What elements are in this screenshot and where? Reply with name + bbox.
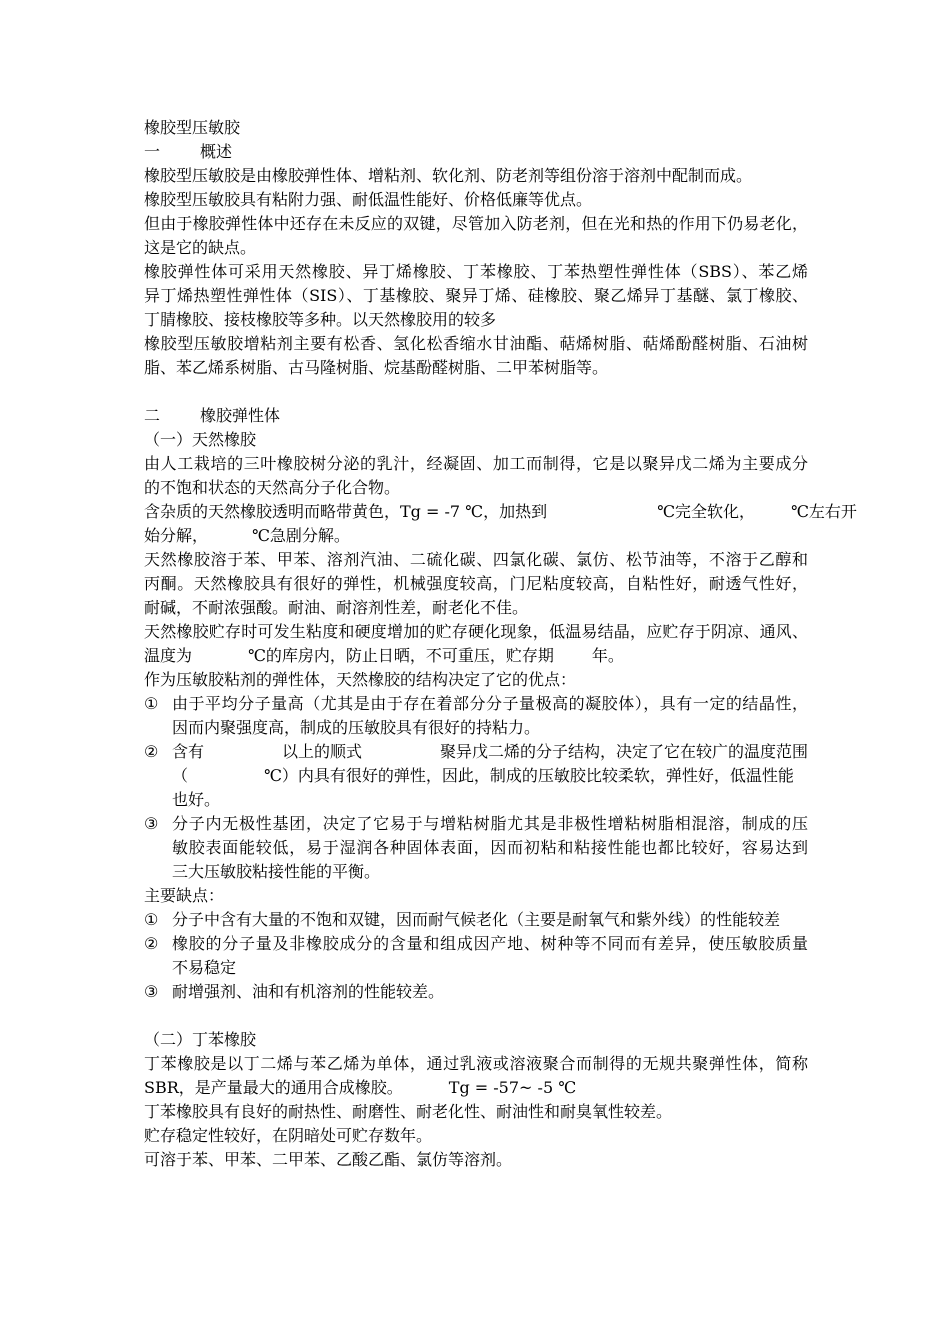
section-2-heading	[144, 404, 808, 428]
section-number: 一	[144, 142, 161, 161]
list-line: 分子内无极性基团，决定了它易于与增粘树脂尤其是非极性增粘树脂相混溶，制成的压	[172, 814, 808, 833]
paragraph-line: 橡胶弹性体可采用天然橡胶、异丁烯橡胶、丁苯橡胶、丁苯热塑性弹性体（SBS）、苯乙烯	[144, 262, 808, 281]
paragraph-line: 脂、苯乙烯系树脂、古马隆树脂、烷基酚醛树脂、二甲苯树脂等。	[144, 358, 609, 377]
text-run: ℃）内具有很好的弹性，因此，制成的压敏胶比较柔软，弹性好，低温性能	[264, 766, 794, 785]
paragraph: 丁苯橡胶具有良好的耐热性、耐磨性、耐老化性、耐油性和耐臭氧性较差。	[144, 1102, 673, 1121]
paragraph-line: 这是它的缺点。	[144, 238, 257, 257]
paragraph-line	[144, 1076, 808, 1100]
list-number: ③	[144, 814, 159, 833]
list-number: ③	[144, 982, 159, 1001]
paragraph-line: 的不饱和状态的天然高分子化合物。	[144, 478, 401, 497]
paragraph-line: 但由于橡胶弹性体中还存在未反应的双键，尽管加入防老剂，但在光和热的作用下仍易老化，	[144, 214, 808, 233]
list-line: 也好。	[172, 790, 221, 809]
text-run: ℃左右开	[790, 502, 857, 521]
section-title: 橡胶弹性体	[200, 406, 281, 425]
subsection-heading: （一）天然橡胶	[144, 430, 257, 449]
subsection-heading: （二）丁苯橡胶	[144, 1030, 257, 1049]
list-item	[144, 908, 808, 932]
list-line	[172, 764, 808, 788]
list-line: 因而内聚强度高，制成的压敏胶具有很好的持粘力。	[172, 718, 541, 737]
document-page	[144, 116, 857, 1172]
list-line	[172, 740, 808, 764]
text-run: （	[172, 766, 189, 785]
text-run: 以上的顺式	[281, 742, 362, 761]
list-item	[144, 812, 808, 884]
paragraph: 可溶于苯、甲苯、二甲苯、乙酸乙酯、氯仿等溶剂。	[144, 1150, 513, 1169]
list-line: 分子中含有大量的不饱和双键，因而耐气候老化（主要是耐氧气和紫外线）的性能较差	[172, 910, 781, 929]
list-number: ②	[144, 934, 159, 953]
text-run: ℃急剧分解。	[252, 526, 350, 545]
list-item	[144, 740, 808, 812]
text-run: ℃的库房内，防止日晒，不可重压，贮存期	[248, 646, 554, 665]
paragraph-line: 耐碱，不耐浓强酸。耐油、耐溶剂性差，耐老化不佳。	[144, 598, 529, 617]
paragraph: 贮存稳定性较好，在阴暗处可贮存数年。	[144, 1126, 433, 1145]
text-run: Tg = -57~ -5 ℃	[448, 1078, 577, 1097]
text-run: 聚异戊二烯的分子结构，决定了它在较广的温度范围	[439, 742, 808, 761]
section-title: 概述	[200, 142, 233, 161]
list-line: 敏胶表面能较低，易于湿润各种固体表面，因而初粘和粘接性能也都比较好，容易达到	[172, 838, 808, 857]
text-run: 温度为	[144, 646, 193, 665]
text-run: ℃完全软化，	[657, 502, 755, 521]
paragraph: 作为压敏胶粘剂的弹性体，天然橡胶的结构决定了它的优点：	[144, 670, 577, 689]
list-number: ②	[144, 742, 159, 761]
paragraph: 橡胶型压敏胶是由橡胶弹性体、增粘剂、软化剂、防老剂等组份溶于溶剂中配制而成。	[144, 166, 753, 185]
list-line: 耐增强剂、油和有机溶剂的性能较差。	[172, 982, 445, 1001]
list-line: 三大压敏胶粘接性能的平衡。	[172, 862, 381, 881]
list-heading: 主要缺点：	[144, 886, 225, 905]
list-item	[144, 692, 808, 740]
paragraph-line	[144, 500, 857, 524]
section-1-heading	[144, 140, 808, 164]
list-item	[144, 932, 808, 980]
text-run: 始分解，	[144, 526, 209, 545]
paragraph-line: 由人工栽培的三叶橡胶树分泌的乳汁，经凝固、加工而制得，它是以聚异戊二烯为主要成分	[144, 454, 808, 473]
paragraph-line: 丁腈橡胶、接枝橡胶等多种。以天然橡胶用的较多	[144, 310, 497, 329]
list-line: 由于平均分子量高（尤其是由于存在着部分分子量极高的凝胶体），具有一定的结晶性，	[172, 694, 808, 713]
paragraph-line: 橡胶型压敏胶增粘剂主要有松香、氢化松香缩水甘油酯、萜烯树脂、萜烯酚醛树脂、石油树	[144, 334, 808, 353]
list-number: ①	[144, 910, 159, 929]
paragraph-line: 天然橡胶贮存时可发生粘度和硬度增加的贮存硬化现象，低温易结晶，应贮存于阴凉、通风、	[144, 622, 808, 641]
list-line: 橡胶的分子量及非橡胶成分的含量和组成因产地、树种等不同而有差异，使压敏胶质量	[172, 934, 808, 953]
paragraph-line: 异丁烯热塑性弹性体（SIS）、丁基橡胶、聚异丁烯、硅橡胶、聚乙烯异丁基醚、氯丁橡胶、	[144, 286, 808, 305]
doc-title: 橡胶型压敏胶	[144, 118, 241, 137]
text-run: SBR，是产量最大的通用合成橡胶。	[144, 1078, 403, 1097]
text-run: 含杂质的天然橡胶透明而略带黄色，Tg = -7 ℃，加热到	[144, 502, 548, 521]
text-run: 年。	[591, 646, 624, 665]
list-line: 不易稳定	[172, 958, 237, 977]
text-run: 含有	[172, 742, 205, 761]
paragraph-line	[144, 644, 808, 668]
section-number: 二	[144, 406, 161, 425]
list-number: ①	[144, 694, 159, 713]
list-item	[144, 980, 808, 1004]
paragraph-line: 丁苯橡胶是以丁二烯与苯乙烯为单体，通过乳液或溶液聚合而制得的无规共聚弹性体，简称	[144, 1054, 808, 1073]
paragraph-line: 丙酮。天然橡胶具有很好的弹性，机械强度较高，门尼粘度较高，自粘性好，耐透气性好，	[144, 574, 808, 593]
paragraph: 橡胶型压敏胶具有粘附力强、耐低温性能好、价格低廉等优点。	[144, 190, 593, 209]
paragraph-line: 天然橡胶溶于苯、甲苯、溶剂汽油、二硫化碳、四氯化碳、氯仿、松节油等，不溶于乙醇和	[144, 550, 808, 569]
paragraph-line	[144, 524, 808, 548]
